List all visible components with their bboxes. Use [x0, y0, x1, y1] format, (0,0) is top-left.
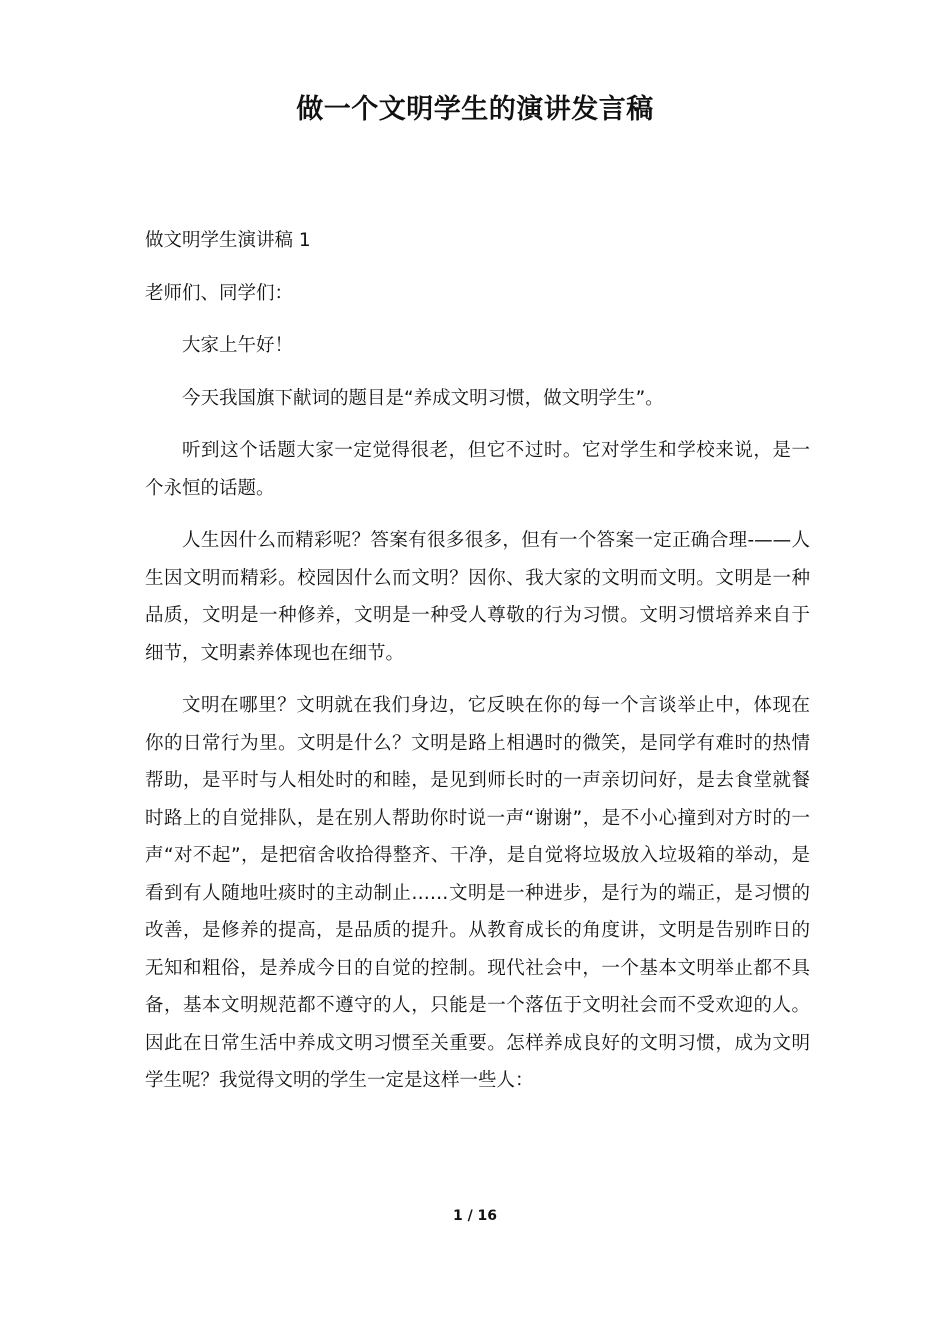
document-body — [145, 222, 810, 1115]
paragraph-greeting: 大家上午好！ — [182, 335, 294, 356]
paragraph-intro: 听到这个话题大家一定觉得很老，但它不过时。它对学生和学校来说，是一个永恒的话题。 — [145, 440, 810, 499]
paragraph-topic: 今天我国旗下献词的题目是“养成文明习惯，做文明学生”。 — [182, 387, 664, 409]
salutation: 老师们、同学们： — [145, 282, 294, 304]
paragraph-why-civility: 人生因什么而精彩呢？答案有很多很多，但有一个答案一定正确合理-——人生因文明而精彩。校园因什么而文明？因你、我大家的文明而文明。文明是一种品质，文明是一种修养，文明是一种受人尊敬的行为习惯。文明习惯培养来自于细节，文明素养体现也在细节。 — [145, 530, 810, 664]
section-heading: 做文明学生演讲稿 1 — [145, 230, 311, 251]
paragraph-where-civility: 文明在哪里？文明就在我们身边，它反映在你的每一个言谈举止中，体现在你的日常行为里。文明是什么？文明是路上相遇时的微笑，是同学有难时的热情帮助，是平时与人相处时的和睦，是见到师长时的一声亲切问好，是去食堂就餐时路上的自觉排队，是在别人帮助你时说一声“谢谢”，是不小心撞到对方时的一声“对不起”，是把宿舍收拾得整齐、干净，是自觉将垃圾放入垃圾箱的举动，是看到有人随地吐痰时的主动制止……文明是一种进步，是行为的端正，是习惯的改善，是修养的提高，是品质的提升。从教育成长的角度讲，文明是告别昨日的无知和粗俗，是养成今日的自觉的控制。现代社会中，一个基本文明举止都不具备，基本文明规范都不遵守的人，只能是一个落伍于文明社会而不受欢迎的人。因此在日常生活中养成文明习惯至关重要。怎样养成良好的文明习惯，成为文明学生呢？我觉得文明的学生一定是这样一些人： — [145, 695, 810, 1091]
page-number: 1 / 16 — [452, 1208, 498, 1224]
document-title: 做一个文明学生的演讲发言稿 — [296, 94, 654, 125]
